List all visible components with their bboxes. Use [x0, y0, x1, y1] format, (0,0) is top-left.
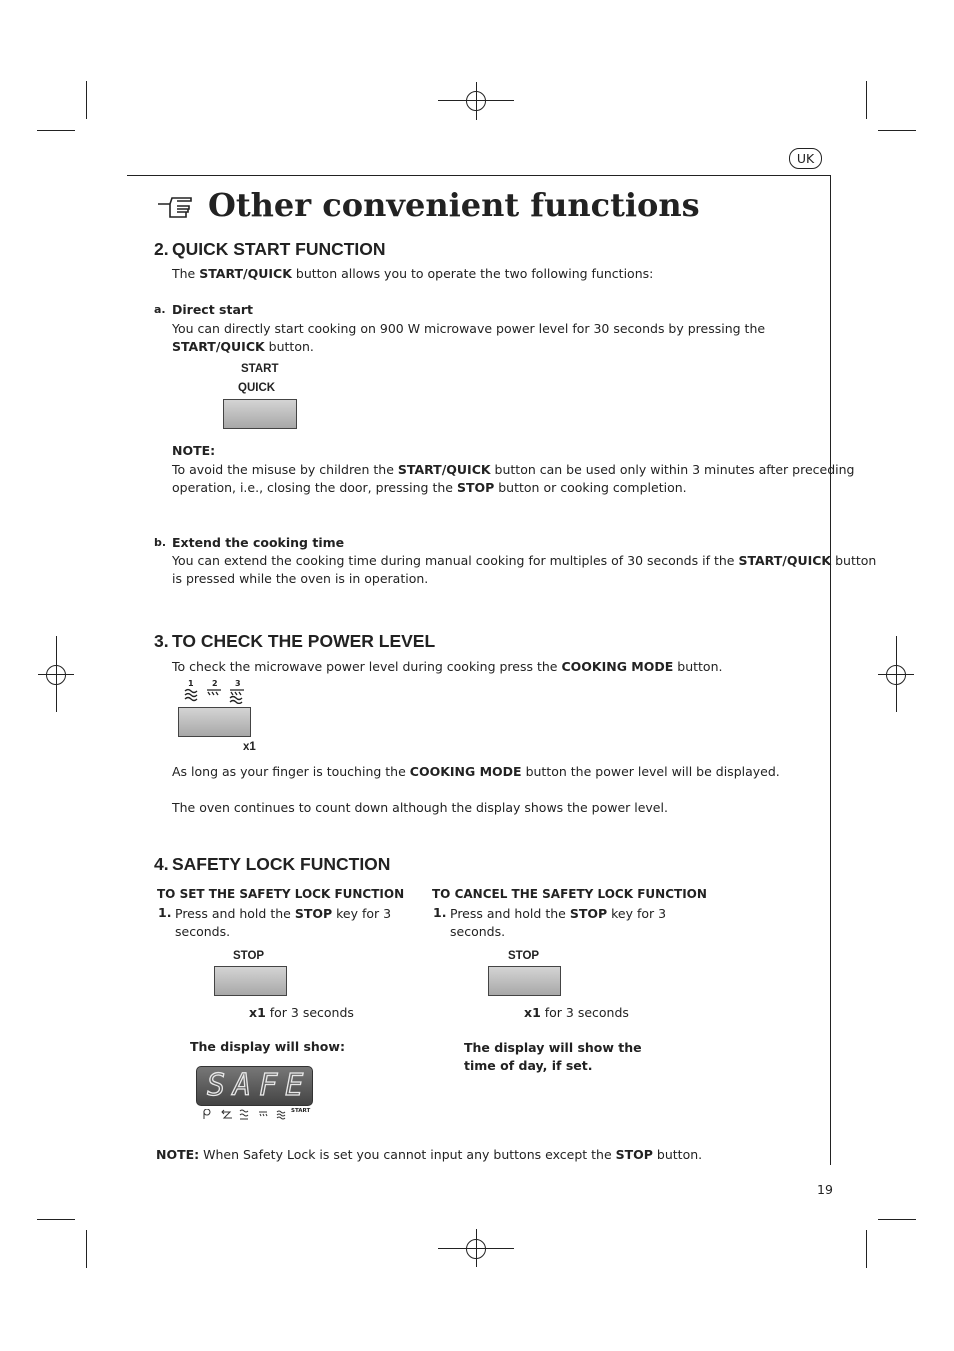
section-heading: QUICK START FUNCTION [172, 239, 386, 259]
subsection-title: Extend the cooking time [172, 535, 345, 550]
page-title: Other convenient functions [208, 186, 700, 224]
section-number: 3. [154, 631, 169, 651]
subsection-title: Direct start [172, 302, 254, 317]
step-number: 1. [433, 905, 447, 920]
button-label: QUICK [238, 382, 276, 394]
section-number: 4. [154, 854, 169, 874]
press-count: x1 [243, 741, 256, 753]
section-heading: TO CHECK THE POWER LEVEL [172, 631, 436, 651]
column-title: TO CANCEL THE SAFETY LOCK FUNCTION [432, 887, 707, 901]
section-number: 2. [154, 239, 169, 259]
pointing-hand-icon [155, 193, 193, 223]
power-number: 3 [235, 679, 241, 688]
display-caption: The display will show: [190, 1039, 345, 1054]
subsection-marker: b. [154, 536, 167, 549]
right-rule [830, 175, 831, 1165]
start-quick-button[interactable] [223, 399, 297, 429]
power-number: 2 [212, 679, 218, 688]
safety-note: NOTE: When Safety Lock is set you cannot input any buttons except the STOP button. [156, 1147, 703, 1162]
step-number: 1. [158, 905, 172, 920]
stop-button[interactable] [214, 966, 287, 996]
cooking-mode-button[interactable] [178, 707, 251, 737]
power-text: The oven continues to count down although the display shows the power level. [172, 800, 668, 815]
intro-text: To check the microwave power level during cooking press the COOKING MODE button. [172, 659, 723, 674]
power-number: 1 [188, 679, 194, 688]
step-text: Press and hold the STOP key for 3 seconds. [175, 906, 392, 939]
subsection-marker: a. [154, 303, 166, 316]
section-heading: SAFETY LOCK FUNCTION [172, 854, 391, 874]
note-text: To avoid the misuse by children the START/QUICK button can be used only within 3 minutes after preceding operation, i.e., closing the door, pressing the STOP button or cooking completion. [172, 462, 855, 495]
button-label: STOP [233, 950, 265, 962]
power-text: As long as your finger is touching the COOKING MODE button the power level will be displayed. [172, 764, 780, 779]
lcd-start-label: START [291, 1108, 311, 1114]
microwave-wave-icon [183, 688, 253, 708]
button-label: START [241, 363, 279, 375]
country-badge: UK [789, 148, 822, 169]
display-caption: The display will show the time of day, if set. [464, 1040, 642, 1073]
page-number: 19 [817, 1182, 833, 1197]
stop-button[interactable] [488, 966, 561, 996]
header-rule [127, 175, 831, 176]
step-text: Press and hold the STOP key for 3 seconds. [450, 906, 667, 939]
lcd-text: SAFE [207, 1068, 312, 1103]
button-label: STOP [508, 950, 540, 962]
press-count: x1 for 3 seconds [524, 1005, 629, 1020]
intro-text: The START/QUICK button allows you to operate the two following functions: [172, 266, 654, 281]
note-label: NOTE: [172, 443, 216, 458]
column-title: TO SET THE SAFETY LOCK FUNCTION [157, 887, 405, 901]
lcd-mode-icons [202, 1106, 292, 1125]
lcd-display [196, 1066, 313, 1106]
direct-start-text: You can directly start cooking on 900 W microwave power level for 30 seconds by pressing the START/QUICK button. [172, 321, 766, 354]
press-count: x1 for 3 seconds [249, 1005, 354, 1020]
extend-text: You can extend the cooking time during manual cooking for multiples of 30 seconds if the START/QUICK button is pressed while the oven is in operation. [172, 553, 877, 586]
